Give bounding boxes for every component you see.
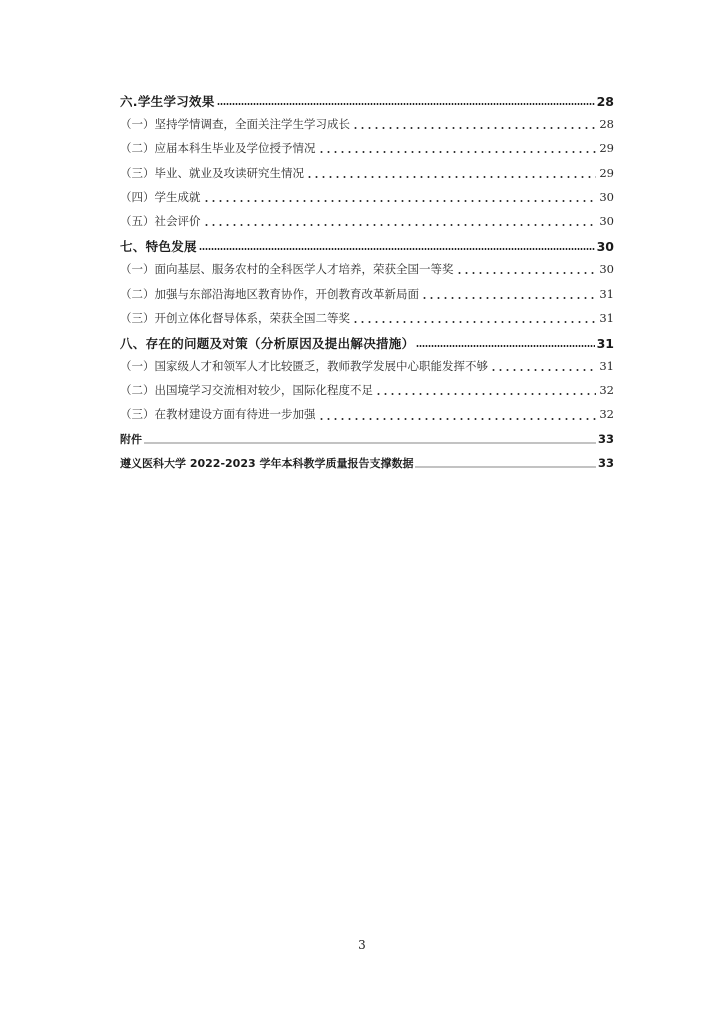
toc-entry[interactable] <box>120 431 614 455</box>
dot-leader <box>416 339 594 353</box>
toc-entry-title: 八、存在的问题及对策（分析原因及提出解决措施） <box>120 335 415 351</box>
toc-entry-page: 31 <box>596 335 614 351</box>
dot-leader <box>306 170 596 184</box>
toc-entry[interactable] <box>120 165 614 189</box>
toc-entry[interactable] <box>120 261 614 285</box>
toc-entry-page: 30 <box>599 189 614 204</box>
table-of-contents <box>120 92 614 479</box>
dot-leader <box>318 412 597 426</box>
toc-entry-page: 33 <box>597 431 614 446</box>
dot-leader <box>421 291 596 305</box>
toc-entry-title: 附件 <box>120 432 142 446</box>
dot-leader <box>199 242 595 256</box>
toc-entry[interactable] <box>120 92 614 116</box>
toc-entry-title: （一）国家级人才和领军人才比较匮乏，教师教学发展中心职能发挥不够 <box>120 359 488 374</box>
toc-entry-title: （五）社会评价 <box>120 213 201 228</box>
dot-leader <box>375 387 596 401</box>
toc-entry-title: 遵义医科大学 2022-2023 学年本科教学质量报告支撑数据 <box>120 456 414 470</box>
toc-entry-page: 30 <box>596 239 614 255</box>
dot-leader <box>456 266 597 280</box>
toc-entry[interactable] <box>120 382 614 406</box>
toc-entry-page: 33 <box>597 455 614 470</box>
toc-entry-page: 30 <box>599 262 614 277</box>
toc-entry-title: 七、特色发展 <box>120 239 197 255</box>
toc-entry-title: （四）学生成就 <box>120 189 201 204</box>
toc-entry-page: 32 <box>599 383 614 398</box>
dot-leader <box>415 460 596 474</box>
dot-leader <box>144 436 596 450</box>
toc-entry[interactable] <box>120 213 614 237</box>
toc-entry[interactable] <box>120 140 614 164</box>
toc-entry-title: （三）开创立体化督导体系，荣获全国二等奖 <box>120 310 350 325</box>
dot-leader <box>318 145 597 159</box>
toc-entry-page: 29 <box>599 141 614 156</box>
toc-entry[interactable] <box>120 310 614 334</box>
toc-entry-page: 29 <box>599 165 614 180</box>
toc-entry-page: 31 <box>599 359 614 374</box>
toc-entry-page: 32 <box>599 407 614 422</box>
dot-leader <box>217 97 595 111</box>
toc-entry[interactable] <box>120 358 614 382</box>
toc-entry-title: 六.学生学习效果 <box>120 94 215 109</box>
toc-entry-title: （二）出国境学习交流相对较少，国际化程度不足 <box>120 383 373 398</box>
dot-leader <box>352 315 596 329</box>
dot-leader <box>352 121 596 135</box>
toc-entry[interactable] <box>120 116 614 140</box>
dot-leader <box>490 363 596 377</box>
toc-entry[interactable] <box>120 455 614 479</box>
toc-entry[interactable] <box>120 406 614 430</box>
toc-entry-title: （二）加强与东部沿海地区教育协作，开创教育改革新局面 <box>120 286 419 301</box>
toc-entry-page: 28 <box>596 94 614 109</box>
toc-entry-title: （一）面向基层、服务农村的全科医学人才培养，荣获全国一等奖 <box>120 262 454 277</box>
dot-leader <box>203 194 597 208</box>
toc-entry-title: （三）在教材建设方面有待进一步加强 <box>120 407 316 422</box>
toc-entry-title: （二）应届本科生毕业及学位授予情况 <box>120 141 316 156</box>
dot-leader <box>203 218 597 232</box>
toc-entry-page: 31 <box>599 310 614 325</box>
toc-entry[interactable] <box>120 237 614 261</box>
toc-entry-page: 30 <box>599 213 614 228</box>
toc-entry-page: 31 <box>599 286 614 301</box>
toc-entry[interactable] <box>120 286 614 310</box>
toc-entry-title: （三）毕业、就业及攻读研究生情况 <box>120 165 304 180</box>
toc-entry-page: 28 <box>599 117 614 132</box>
toc-entry[interactable] <box>120 334 614 358</box>
toc-entry[interactable] <box>120 189 614 213</box>
page-number: 3 <box>358 938 366 952</box>
toc-entry-title: （一）坚持学情调查，全面关注学生学习成长 <box>120 117 350 132</box>
